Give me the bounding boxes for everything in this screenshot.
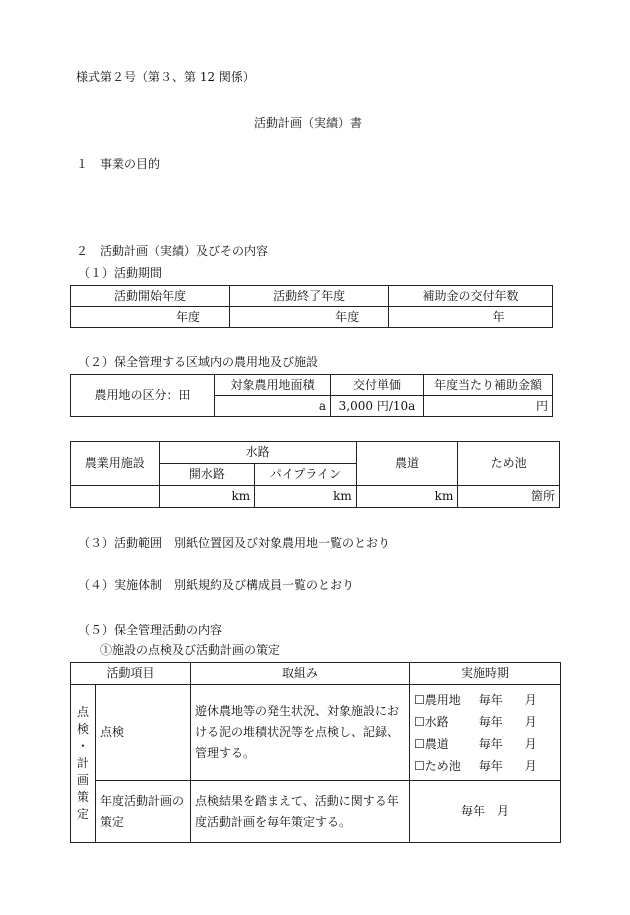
target-area-value: a xyxy=(215,396,331,417)
category-char: 検 xyxy=(76,722,89,736)
annual-plan-month: 月 xyxy=(497,804,510,818)
form-number: 様式第２号（第３、第 12 関係） xyxy=(76,70,255,84)
activities-table xyxy=(70,662,561,843)
inspection-action: 遊休農地等の発生状況、対象施設における泥の堆積状況等を点検し、記録、管理する。 xyxy=(191,685,410,781)
pipeline-header: パイプライン xyxy=(255,464,357,486)
annual-grant-value: 円 xyxy=(424,396,553,417)
grant-years-header: 補助金の交付年数 xyxy=(389,286,553,307)
implementation-system: （４）実施体制 別紙規約及び構成員一覧のとおり xyxy=(78,578,355,592)
timing-row-farm-road: ☐農道 毎年 月 xyxy=(414,736,537,751)
annual-plan-year: 毎年 xyxy=(460,804,485,818)
waterway-header: 水路 xyxy=(159,442,356,464)
checkbox-icon[interactable]: ☐ xyxy=(414,692,425,707)
category-char: 画 xyxy=(76,773,89,787)
facilities-table xyxy=(70,441,560,508)
timing-row-farmland: ☐農用地 毎年 月 xyxy=(414,692,537,707)
inspection-item: 点検 xyxy=(96,685,191,781)
open-channel-header: 開水路 xyxy=(159,464,255,486)
inspection-subheading: ①施設の点検及び活動計画の策定 xyxy=(100,643,281,657)
document-title: 活動計画（実績）書 xyxy=(254,116,363,130)
grant-years-value: 年 xyxy=(389,307,553,328)
section-1-heading: １ 事業の目的 xyxy=(76,157,161,171)
unit-price-header: 交付単価 xyxy=(331,375,424,396)
category-char: 策 xyxy=(76,790,89,804)
annual-plan-timing xyxy=(410,781,561,843)
farm-road-unit: km xyxy=(356,486,458,508)
pond-unit: 箇所 xyxy=(458,486,560,508)
timing-row-waterway: ☐水路 毎年 月 xyxy=(414,714,537,729)
activities-heading: （５）保全管理活動の内容 xyxy=(78,623,223,637)
checkbox-icon[interactable]: ☐ xyxy=(414,714,425,729)
farmland-table xyxy=(70,374,553,417)
target-area-header: 対象農用地面積 xyxy=(215,375,331,396)
category-cell xyxy=(71,685,96,843)
inspection-timing xyxy=(410,685,561,781)
period-start-header: 活動開始年度 xyxy=(71,286,230,307)
land-category-label: 農用地の区分：田 xyxy=(71,375,215,417)
category-char: 計 xyxy=(76,756,89,770)
category-char: 点 xyxy=(76,705,89,719)
activity-period-table xyxy=(70,285,553,328)
activity-timing-header: 実施時期 xyxy=(410,663,561,685)
activity-item-header: 活動項目 xyxy=(71,663,191,685)
period-start-value: 年度 xyxy=(71,307,230,328)
unit-price-value: 3,000 円/10a xyxy=(331,396,424,417)
period-end-value: 年度 xyxy=(230,307,389,328)
checkbox-icon[interactable]: ☐ xyxy=(414,736,425,751)
timing-row-pond: ☐ため池 毎年 月 xyxy=(414,758,537,773)
facility-label: 農業用施設 xyxy=(71,442,160,486)
activity-period-heading: （１）活動期間 xyxy=(78,266,163,280)
managed-area-heading: （２）保全管理する区域内の農用地及び施設 xyxy=(78,355,319,369)
open-channel-unit: km xyxy=(159,486,255,508)
farm-road-header: 農道 xyxy=(356,442,458,486)
pond-header: ため池 xyxy=(458,442,560,486)
checkbox-icon[interactable]: ☐ xyxy=(414,758,425,773)
annual-plan-action: 点検結果を踏まえて、活動に関する年度活動計画を毎年策定する。 xyxy=(191,781,410,843)
activity-action-header: 取組み xyxy=(191,663,410,685)
pipeline-unit: km xyxy=(255,486,357,508)
category-char: 定 xyxy=(76,807,89,821)
annual-grant-header: 年度当たり補助金額 xyxy=(424,375,553,396)
section-2-heading: ２ 活動計画（実績）及びその内容 xyxy=(76,244,269,258)
annual-plan-item: 年度活動計画の策定 xyxy=(96,781,191,843)
activity-scope: （３）活動範囲 別紙位置図及び対象農用地一覧のとおり xyxy=(78,536,391,550)
category-char: ・ xyxy=(76,739,89,753)
period-end-header: 活動終了年度 xyxy=(230,286,389,307)
